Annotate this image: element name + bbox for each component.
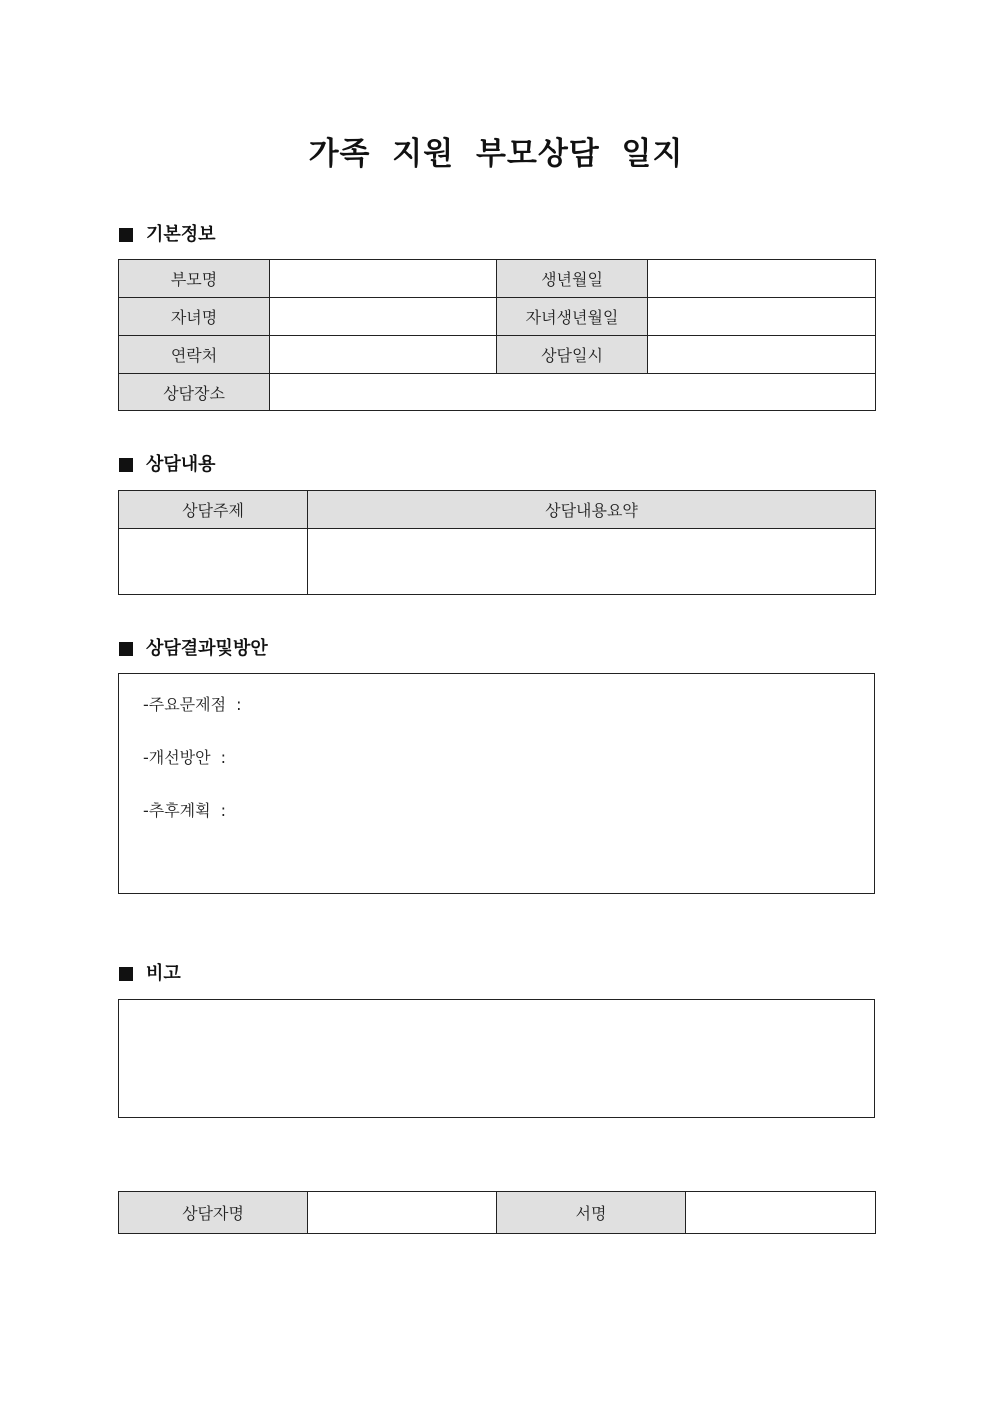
colon: :	[220, 748, 226, 767]
child-birth-date-label: 자녀생년월일	[497, 298, 648, 336]
page-title: 가족 지원 부모상담 일지	[308, 136, 684, 172]
section-heading-label: 기본정보	[146, 224, 216, 245]
child-birth-date-field[interactable]	[648, 298, 876, 336]
section-heading-basic-info	[119, 223, 216, 247]
sign-label: 서명	[497, 1192, 686, 1234]
topic-field[interactable]	[119, 529, 308, 595]
colon: :	[236, 695, 242, 714]
colon: :	[220, 801, 226, 820]
child-name-field[interactable]	[270, 298, 497, 336]
parent-name-field[interactable]	[270, 260, 497, 298]
section-heading-remarks	[119, 962, 181, 986]
square-bullet-icon	[119, 967, 133, 981]
counsel-place-field[interactable]	[270, 374, 876, 411]
counselor-label: 상담자명	[119, 1192, 308, 1234]
counsel-datetime-field[interactable]	[648, 336, 876, 374]
section-heading-label: 상담내용	[146, 454, 216, 475]
section-heading-label: 비고	[146, 963, 181, 984]
contact-label: 연락처	[119, 336, 270, 374]
counsel-datetime-label: 상담일시	[497, 336, 648, 374]
parent-name-label: 부모명	[119, 260, 270, 298]
birth-date-field[interactable]	[648, 260, 876, 298]
result-box[interactable]	[118, 673, 875, 894]
improvement-line	[143, 748, 226, 768]
counsel-place-label: 상담장소	[119, 374, 270, 411]
summary-label: 상담내용요약	[308, 491, 876, 529]
improvement-label: -개선방안	[143, 748, 211, 767]
section-heading-result	[119, 637, 268, 661]
signature-table	[118, 1191, 876, 1234]
square-bullet-icon	[119, 458, 133, 472]
sign-field[interactable]	[686, 1192, 876, 1234]
child-name-label: 자녀명	[119, 298, 270, 336]
summary-field[interactable]	[308, 529, 876, 595]
section-heading-label: 상담결과및방안	[146, 638, 268, 659]
content-table	[118, 490, 876, 595]
topic-label: 상담주제	[119, 491, 308, 529]
birth-date-label: 생년월일	[497, 260, 648, 298]
section-heading-content	[119, 453, 216, 477]
main-problem-label: -주요문제점	[143, 695, 227, 714]
followup-line	[143, 801, 226, 821]
basic-info-table	[118, 259, 876, 411]
followup-label: -추후계획	[143, 801, 211, 820]
counselor-field[interactable]	[308, 1192, 497, 1234]
square-bullet-icon	[119, 642, 133, 656]
main-problem-line	[143, 695, 241, 715]
contact-field[interactable]	[270, 336, 497, 374]
remarks-box[interactable]	[118, 999, 875, 1118]
square-bullet-icon	[119, 228, 133, 242]
